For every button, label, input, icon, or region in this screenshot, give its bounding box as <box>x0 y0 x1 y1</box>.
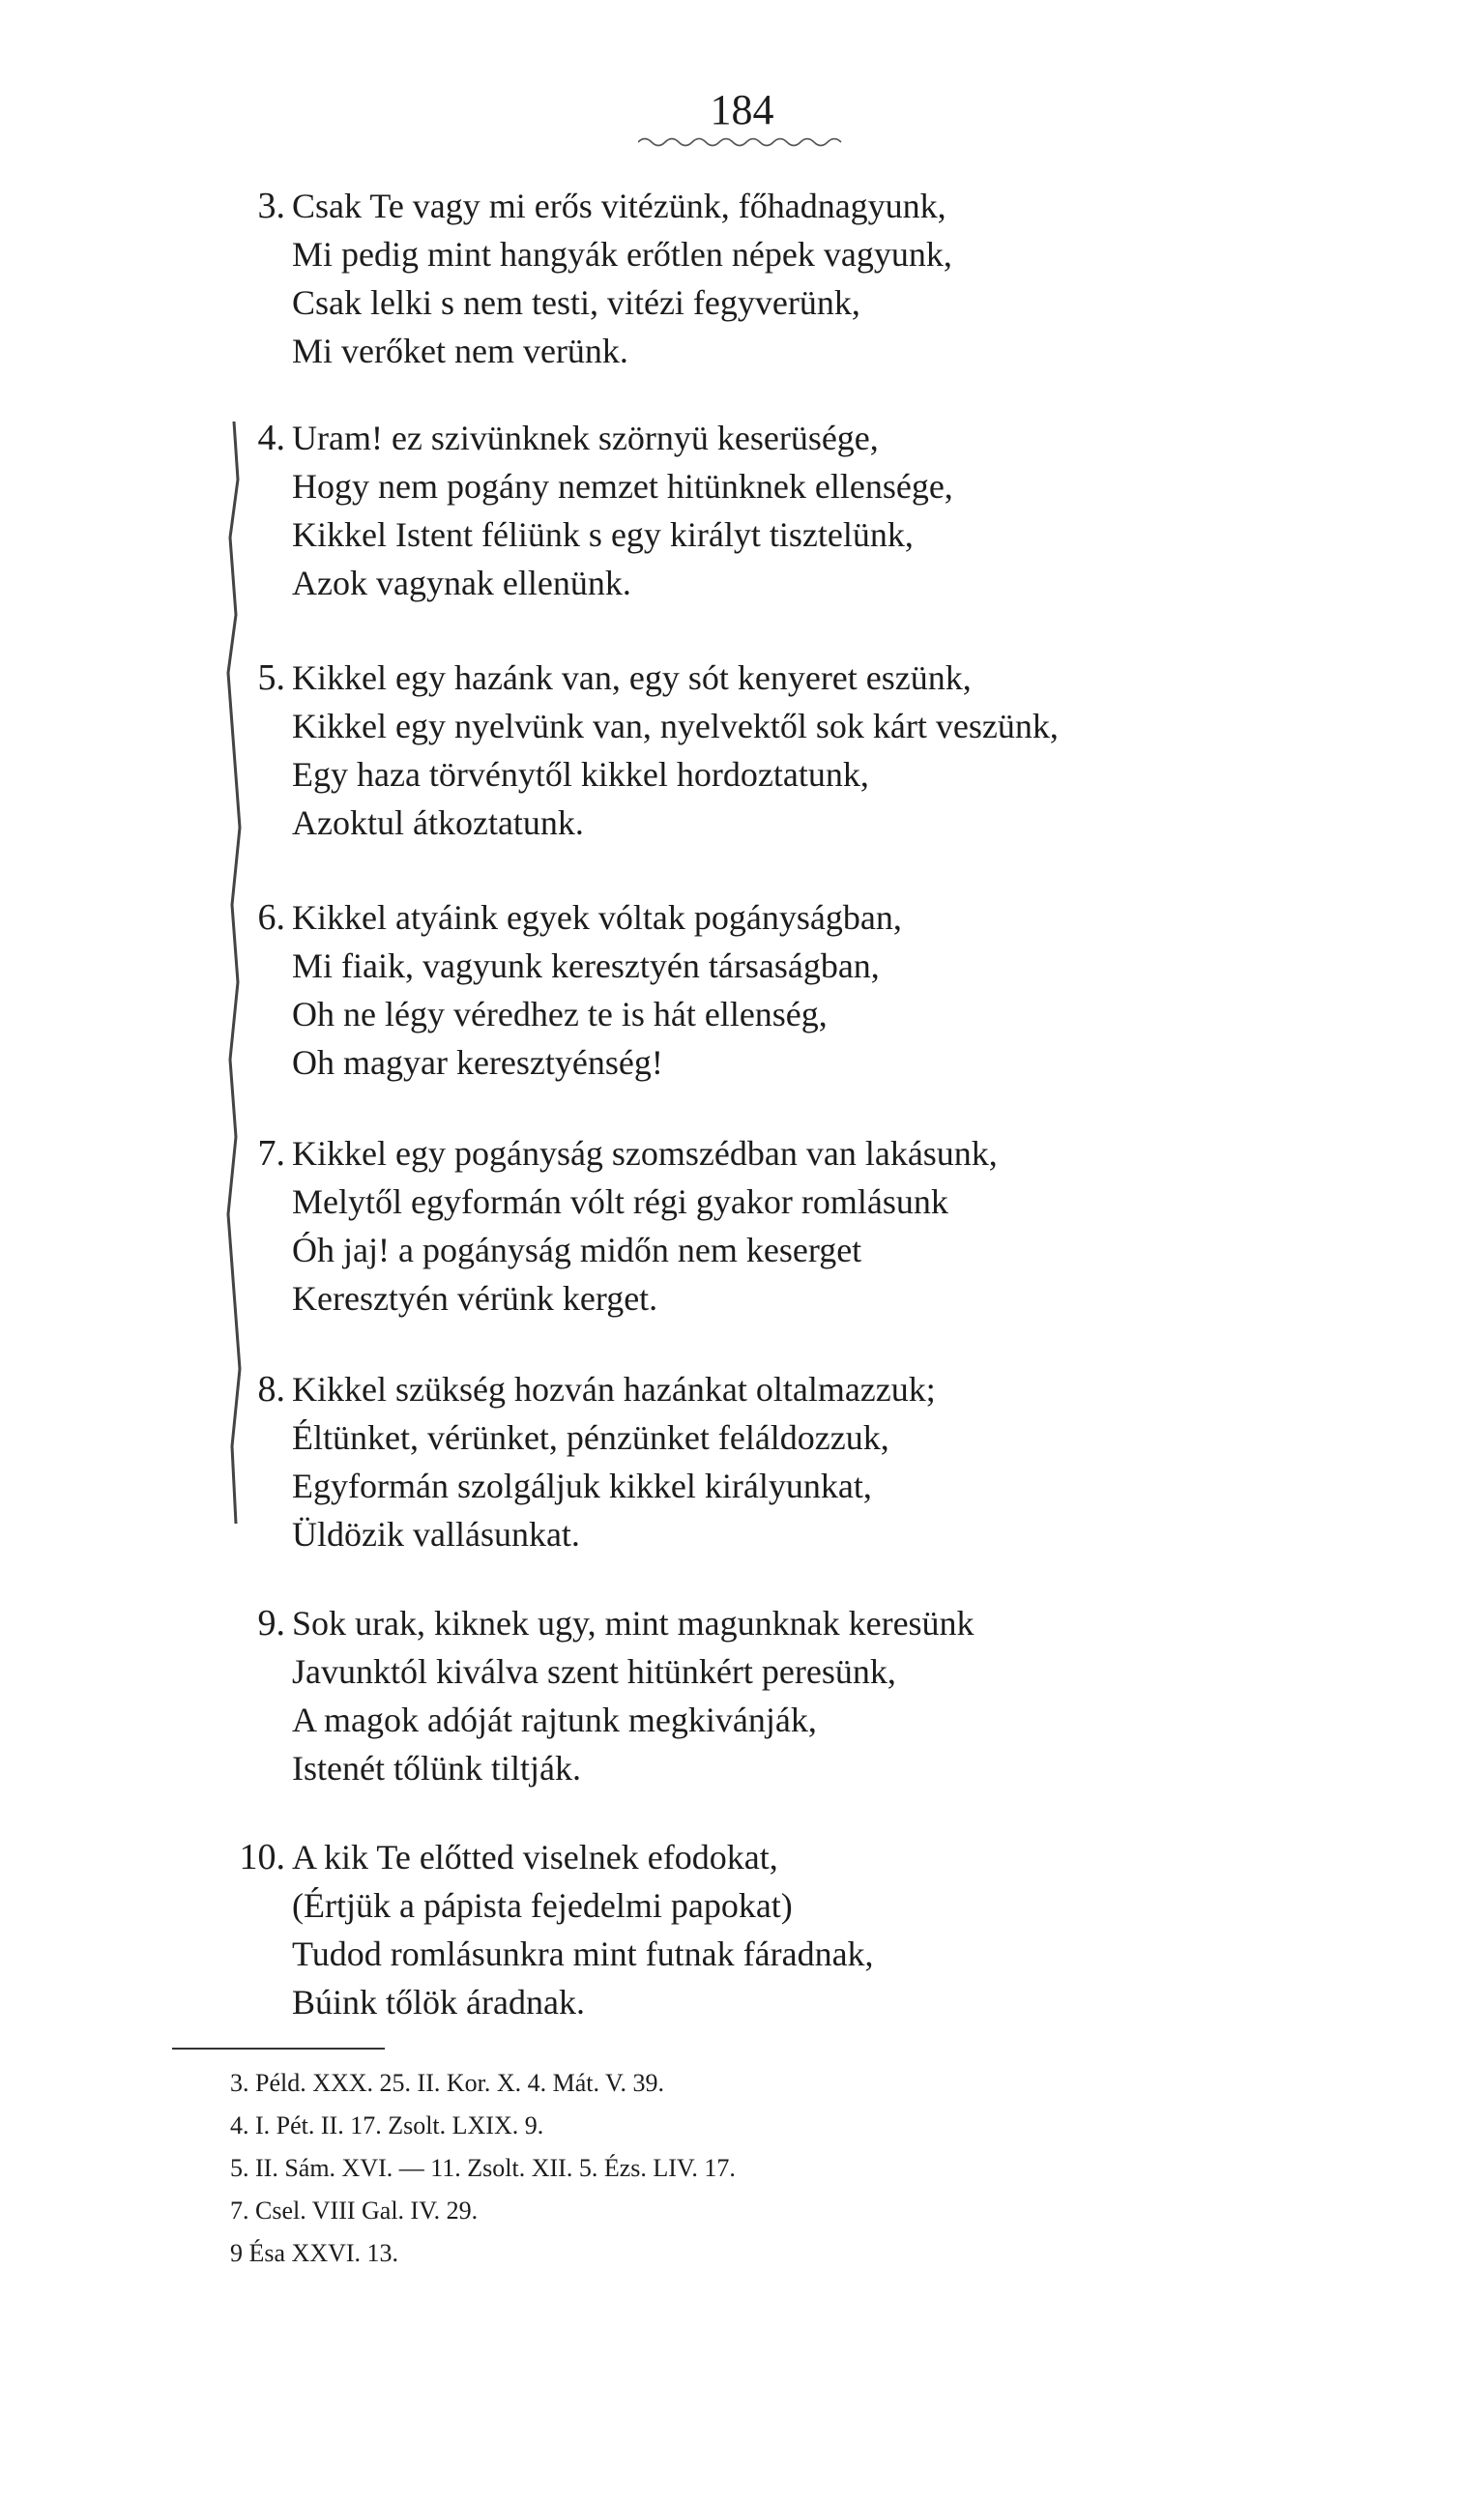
verse-line: Kikkel Istent féliünk s egy királyt tisztelünk, <box>292 515 914 554</box>
verse-line: Éltünket, vérünket, pénzünket feláldozzuk, <box>292 1418 889 1457</box>
verse-line: Mi fiaik, vagyunk keresztyén társaságban, <box>292 946 880 985</box>
verse-number: 10. <box>239 1837 285 1877</box>
verse-line: A magok adóját rajtunk megkivánják, <box>292 1701 817 1739</box>
verse-line: Csak lelki s nem testi, vitézi fegyverünk, <box>292 283 860 322</box>
verse-line: A kik Te előtted viselnek efodokat, <box>292 1838 778 1876</box>
verse-line: Kikkel atyáink egyek vóltak pogányságban, <box>292 898 902 937</box>
verse-lines <box>292 414 1404 607</box>
page-number: 184 <box>710 86 774 133</box>
verse-line: Azoktul átkoztatunk. <box>292 803 584 842</box>
verse-line: Kikkel egy hazánk van, egy sót kenyeret eszünk, <box>292 658 972 697</box>
margin-stain <box>220 422 246 1524</box>
verse-number: 8. <box>257 1369 285 1410</box>
verse-line: Oh ne légy véredhez te is hát ellenség, <box>292 995 828 1033</box>
footnote: 7. Csel. VIII Gal. IV. 29. <box>230 2197 479 2225</box>
verse-line: Kikkel egy pogányság szomszédban van lakásunk, <box>292 1134 998 1173</box>
verse-line: Búink tőlök áradnak. <box>292 1983 585 2022</box>
verse-line: Kikkel szükség hozván hazánkat oltalmazzuk; <box>292 1370 936 1409</box>
verse-lines <box>292 1833 1404 2026</box>
verse-line: Üldözik vallásunkat. <box>292 1515 580 1554</box>
verse-number: 9. <box>257 1603 285 1644</box>
verse-lines <box>292 1599 1404 1792</box>
verse-number: 5. <box>257 657 285 698</box>
verse-lines <box>292 654 1404 847</box>
footnote: 3. Péld. XXX. 25. II. Kor. X. 4. Mát. V. 39. <box>230 2069 664 2097</box>
footnote: 5. II. Sám. XVI. — 11. Zsolt. XII. 5. Ézs. LIV. 17. <box>230 2154 736 2182</box>
verse-line: Sok urak, kiknek ugy, mint magunknak keresünk <box>292 1604 975 1643</box>
verse-lines <box>292 182 1404 375</box>
verse-line: Egyformán szolgáljuk kikkel királyunkat, <box>292 1467 872 1505</box>
verse-line: Hogy nem pogány nemzet hitünknek ellensége, <box>292 467 953 506</box>
verse-line: Istenét tőlünk tiltják. <box>292 1749 581 1788</box>
verse-lines <box>292 893 1404 1087</box>
verse-line: Kikkel egy nyelvünk van, nyelvektől sok kárt veszünk, <box>292 707 1059 745</box>
verse-line: Tudod romlásunkra mint futnak fáradnak, <box>292 1935 874 1973</box>
verse-lines <box>292 1365 1404 1558</box>
verse-number: 3. <box>257 186 285 226</box>
verse-line: Óh jaj! a pogányság midőn nem keserget <box>292 1231 862 1269</box>
verse-line: Uram! ez szivünknek szörnyü keserüsége, <box>292 419 879 457</box>
ornament-divider <box>638 135 846 149</box>
verse-number: 7. <box>257 1133 285 1174</box>
footnote: 9 Ésa XXVI. 13. <box>230 2239 399 2267</box>
verse-number: 6. <box>257 897 285 938</box>
verse-line: Melytől egyformán vólt régi gyakor romlásunk <box>292 1182 948 1221</box>
verse-line: Csak Te vagy mi erős vitézünk, főhadnagyunk, <box>292 187 946 225</box>
verse-line: (Értjük a pápista fejedelmi papokat) <box>292 1886 793 1925</box>
verse-line: Mi verőket nem verünk. <box>292 332 628 370</box>
footnotes <box>230 2062 1294 2275</box>
verse-line: Javunktól kiválva szent hitünkért peresünk, <box>292 1652 896 1691</box>
footnote: 4. I. Pét. II. 17. Zsolt. LXIX. 9. <box>230 2111 544 2139</box>
verse-lines <box>292 1129 1404 1323</box>
verse-line: Mi pedig mint hangyák erőtlen népek vagyunk, <box>292 235 952 274</box>
footnote-rule <box>172 2048 385 2050</box>
verse-line: Egy haza törvénytől kikkel hordoztatunk, <box>292 755 869 794</box>
verse-line: Oh magyar keresztyénség! <box>292 1043 663 1082</box>
verse-line: Azok vagynak ellenünk. <box>292 564 631 602</box>
verse-line: Keresztyén vérünk kerget. <box>292 1279 658 1318</box>
verse-number: 4. <box>257 418 285 458</box>
